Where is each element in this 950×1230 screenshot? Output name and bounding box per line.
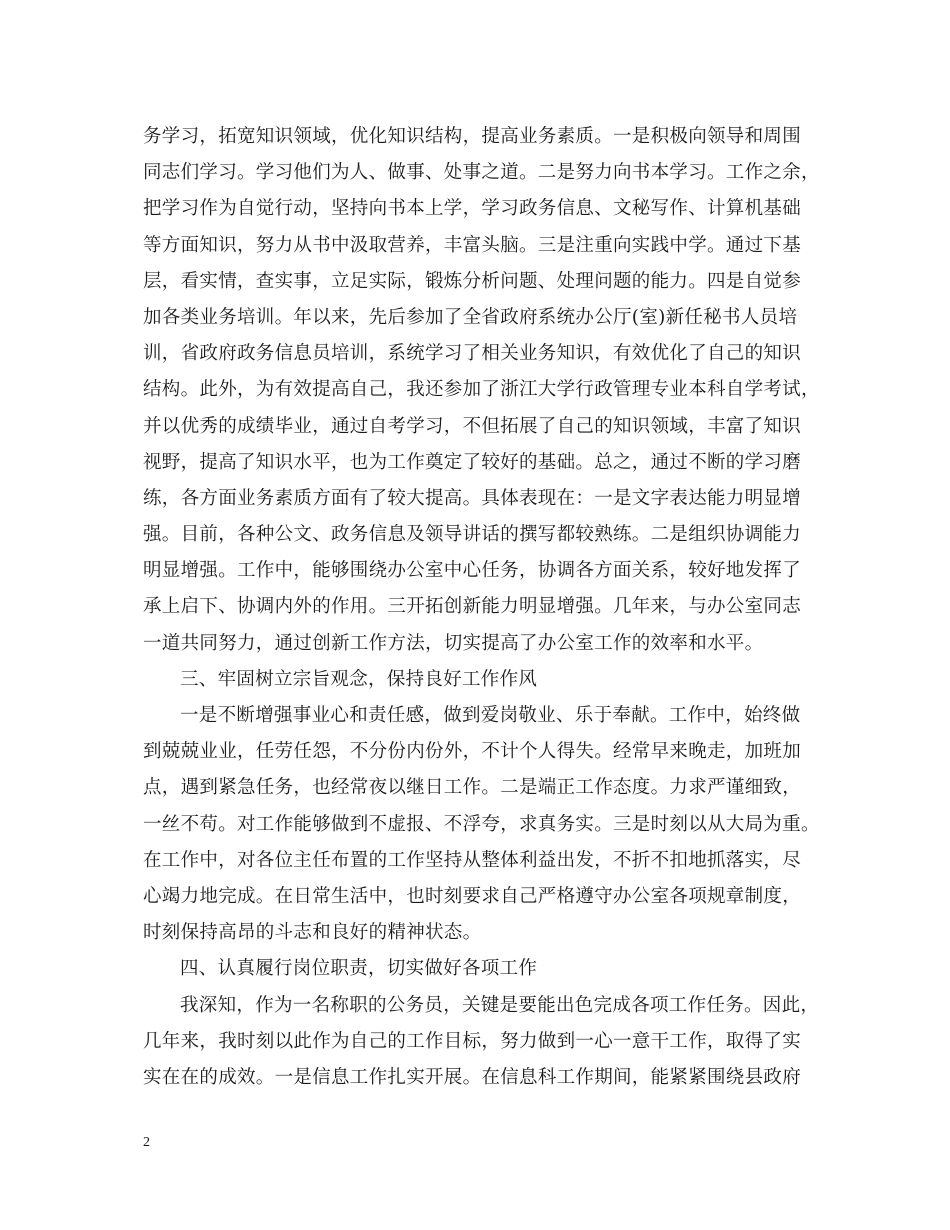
text-line: 几年来，我时刻以此作为自己的工作目标，努力做到一心一意干工作，取得了实 (143, 1030, 802, 1052)
text-line: 把学习作为自觉行动，坚持向书本上学，学习政务信息、文秘写作、计算机基础 (143, 198, 802, 220)
text-line: 在工作中，对各位主任布置的工作坚持从整体利益出发，不折不扣地抓落实，尽 (143, 849, 802, 871)
text-line: 实在在的成效。一是信息工作扎实开展。在信息科工作期间，能紧紧围绕县政府 (143, 1066, 802, 1088)
text-line: 心竭力地完成。在日常生活中，也时刻要求自己严格遵守办公室各项规章制度， (143, 885, 802, 907)
text-line: 训，省政府政务信息员培训，系统学习了相关业务知识，有效优化了自己的知识 (143, 343, 802, 365)
page-number: 2 (143, 1135, 150, 1150)
text-line: 视野，提高了知识水平，也为工作奠定了较好的基础。总之，通过不断的学习磨 (143, 451, 802, 473)
text-line: 并以优秀的成绩毕业，通过自考学习，不但拓展了自己的知识领域，丰富了知识 (143, 415, 802, 437)
text-line: 加各类业务培训。年以来，先后参加了全省政府系统办公厅(室)新任秘书人员培 (143, 306, 798, 328)
text-line: 务学习，拓宽知识领域，优化知识结构，提高业务素质。一是积极向领导和周围 (143, 126, 802, 147)
section-heading-4: 四、认真履行岗位职责，切实做好各项工作 (180, 958, 538, 980)
text-line: 一是不断增强事业心和责任感，做到爱岗敬业、乐于奉献。工作中，始终做 (180, 705, 801, 726)
document-body (143, 119, 820, 1096)
text-line: 一道共同努力，通过创新工作方法，切实提高了办公室工作的效率和水平。 (143, 632, 764, 654)
text-line: 层，看实情，查实事，立足实际，锻炼分析问题、处理问题的能力。四是自觉参 (143, 270, 802, 292)
section-heading-3: 三、牢固树立宗旨观念，保持良好工作作风 (180, 668, 538, 690)
text-line: 同志们学习。学习他们为人、做事、处事之道。二是努力向书本学习。工作之余， (143, 162, 820, 184)
text-line: 强。目前，各种公文、政务信息及领导讲话的撰写都较熟练。二是组织协调能力 (143, 524, 802, 546)
text-line: 点，遇到紧急任务，也经常夜以继日工作。二是端正工作态度。力求严谨细致， (143, 777, 802, 799)
text-line: 一丝不苟。对工作能够做到不虚报、不浮夸，求真务实。三是时刻以从大局为重。 (143, 813, 820, 835)
text-line: 等方面知识，努力从书中汲取营养，丰富头脑。三是注重向实践中学。通过下基 (143, 234, 802, 256)
text-line: 时刻保持高昂的斗志和良好的精神状态。 (143, 922, 482, 944)
text-line: 练，各方面业务素质方面有了较大提高。具体表现在：一是文字表达能力明显增 (143, 487, 802, 509)
text-line: 我深知，作为一名称职的公务员，关键是要能出色完成各项工作任务。因此， (180, 994, 820, 1016)
text-line: 到兢兢业业，任劳任怨，不分份内份外，不计个人得失。经常早来晚走，加班加 (143, 741, 802, 763)
text-line: 结构。此外，为有效提高自己，我还参加了浙江大学行政管理专业本科自学考试， (143, 379, 820, 401)
text-line: 明显增强。工作中，能够围绕办公室中心任务，协调各方面关系，较好地发挥了 (143, 560, 802, 582)
text-line: 承上启下、协调内外的作用。三开拓创新能力明显增强。几年来，与办公室同志 (143, 596, 802, 618)
